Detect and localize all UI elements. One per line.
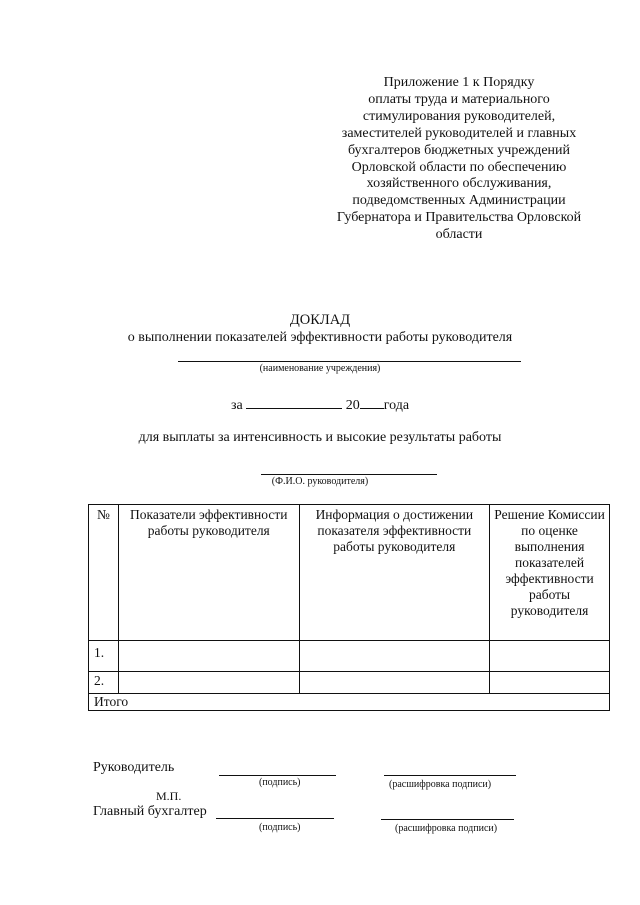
appendix-line: оплаты труда и материального [368,91,550,107]
accountant-signature-label: Главный бухгалтер [93,804,207,819]
row-indicator [118,641,299,672]
period-blank [246,396,342,409]
row-info [299,641,490,672]
institution-caption: (наименование учреждения) [259,363,381,374]
header-indicator: Показатели эффективности работы руководителя [118,505,299,641]
table-header-row [89,505,610,641]
appendix-line: бухгалтеров бюджетных учреждений [347,142,571,158]
appendix-line: подведомственных Администрации [352,193,566,209]
appendix-line: Губернатора и Правительства Орловской [336,210,582,226]
header-decision: Решение Комиссии по оценке выполнения показателей эффективности работы руководителя [490,505,610,641]
report-purpose: для выплаты за интенсивность и высокие результаты работы [138,430,502,445]
table-row [89,672,610,694]
period-row [0,396,640,414]
period-prefix: за [230,398,243,413]
header-number: № [89,505,119,641]
period-year: 20 [345,398,360,413]
appendix-line: Приложение 1 к Порядку [383,75,535,90]
accountant-decoding-line [381,819,514,820]
row-decision [490,641,610,672]
appendix-line: хозяйственного обслуживания, [366,176,552,192]
row-number: 2. [89,672,119,694]
row-info [299,672,490,694]
appendix-line: Орловской области по обеспечению [351,159,567,175]
row-indicator [118,672,299,694]
table-total-row [89,694,610,711]
row-number: 1. [89,641,119,672]
institution-name-line [178,361,521,362]
header-info: Информация о достижении показателя эффективности работы руководителя [299,505,490,641]
year-blank [360,396,384,409]
report-subtitle: о выполнении показателей эффективности работы руководителя [127,330,513,345]
appendix-block [300,75,618,244]
head-signature-caption: (подпись) [259,777,301,788]
head-name-line [261,474,437,475]
accountant-signature-caption: (подпись) [259,822,301,833]
head-decoding-line [384,775,516,776]
head-decoding-caption: (расшифровка подписи) [389,779,492,790]
indicators-table [88,504,610,711]
appendix-line: заместителей руководителей и главных [341,125,577,141]
accountant-signature-line [216,818,334,819]
total-label: Итого [89,694,610,711]
head-signature-label: Руководитель [93,760,175,775]
stamp-place: М.П. [156,789,182,803]
row-decision [490,672,610,694]
head-caption: (Ф.И.О. руководителя) [271,476,369,487]
appendix-line: области [435,227,483,243]
table-row [89,641,610,672]
period-suffix: года [383,398,410,413]
head-signature-line [219,775,336,776]
appendix-line: стимулирования руководителей, [362,108,556,124]
accountant-decoding-caption: (расшифровка подписи) [395,823,498,834]
report-title: ДОКЛАД [289,312,351,328]
